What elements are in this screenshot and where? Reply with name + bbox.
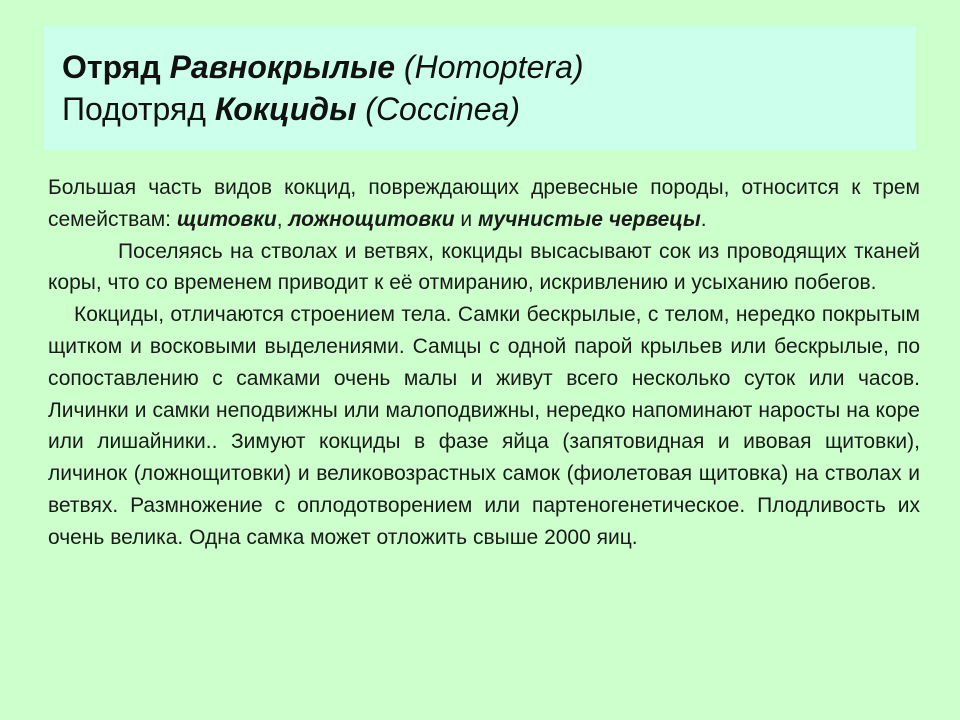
suborder-name: Кокциды bbox=[214, 91, 357, 127]
title-panel bbox=[44, 26, 916, 150]
order-name: Равнокрылые bbox=[169, 49, 396, 85]
suborder-latin: (Coccinea) bbox=[356, 91, 520, 127]
separator: , bbox=[276, 207, 289, 231]
order-label: Отряд bbox=[62, 49, 170, 85]
families-lead: Большая часть видов кокцид, повреждающих древесные породы, относится к трем семействам: bbox=[48, 176, 920, 231]
family-scale-insects: щитовки bbox=[176, 207, 277, 231]
family-mealybugs: мучнистые червецы bbox=[477, 207, 701, 231]
suborder-title bbox=[62, 88, 898, 130]
paragraph-damage: Поселяясь на стволах и ветвях, кокциды высасывают сок из проводящих тканей коры, что со временем приводит к её отмиранию, искривлению и усыханию побегов. bbox=[48, 239, 920, 295]
suborder-label: Подотряд bbox=[62, 91, 215, 127]
paragraph-families bbox=[48, 172, 920, 236]
body-text bbox=[48, 172, 920, 554]
separator: и bbox=[454, 207, 478, 231]
order-latin: (Homoptera) bbox=[395, 49, 584, 85]
sentence-end: . bbox=[700, 207, 707, 231]
paragraph-biology: Кокциды, отличаются строением тела. Самки бескрылые, с телом, нередко покрытым щитком и восковыми выделениями. Самцы с одной парой крыльев или бескрылые, по сопоставлению с самками очень малы и живут всего несколько суток или часов. Личинки и самки неподвижны или малоподвижны, нередко напоминают наросты на коре или лишайники.. Зимуют кокциды в фазе яйца (запятовидная и ивовая щитовки), личинок (ложнощитовки) и великовозрастных самок (фиолетовая щитовка) на стволах и ветвях. Размножение с оплодотворением или партеногенетическое. Плодливость их очень велика. Одна самка может отложить свыше 2000 яиц. bbox=[48, 303, 920, 549]
family-soft-scales: ложнощитовки bbox=[288, 207, 455, 231]
order-title bbox=[62, 46, 898, 88]
